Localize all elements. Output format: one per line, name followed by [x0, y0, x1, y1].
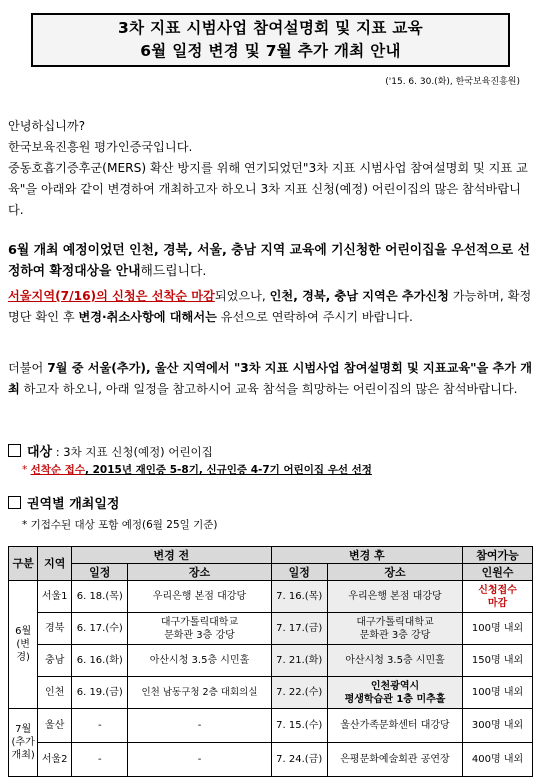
cell-after-date: 7. 21.(화) — [271, 645, 327, 677]
cell-region: 인천 — [38, 677, 72, 709]
cell-after-place: 은평문화예술회관 공연장 — [327, 743, 462, 777]
header-capacity-1: 참여가능 — [463, 547, 533, 564]
cell-before-place: 우리은행 본점 대강당 — [128, 581, 271, 613]
cell-after-date: 7. 15.(수) — [271, 709, 327, 743]
section-target-label: 대상 — [27, 445, 53, 460]
table-row — [9, 709, 533, 743]
checkbox-square-icon — [8, 496, 21, 509]
cell-before-date: 6. 16.(화) — [72, 645, 128, 677]
title-line-2: 6월 일정 변경 및 7월 추가 개최 안내 — [140, 42, 401, 60]
section-target-note-rest: , 2015년 재인증 5-8기, 신규인증 4-7기 어린이집 우선 선정 — [84, 464, 372, 476]
intro-body: 중동호흡기증후군(MERS) 확산 방지를 위해 연기되었던"3차 지표 시범사업 참여설명회 및 지표 교육"을 아래와 같이 변경하여 개최하고자 하오니 3차 지표 신청(예정) 어린이집의 많은 참석바랍니다. — [8, 161, 528, 217]
paragraph-3-bold-1: 인천, 경북, 충남 지역은 추가신청 — [269, 289, 449, 303]
paragraph-4-text-2: 하고자 하오니, 아래 일정을 참고하시어 교육 참석을 희망하는 어린이집의 많은 참석바랍니다. — [19, 382, 518, 396]
header-before-date: 일정 — [72, 564, 128, 581]
cell-capacity: 100명 내외 — [463, 677, 533, 709]
paragraph-3 — [8, 286, 533, 328]
section-schedule — [8, 496, 119, 514]
cell-before-place: 아산시청 3.5층 시민홀 — [128, 645, 271, 677]
seoul-closed-notice: 서울지역(7/16)의 신청은 선착순 마감 — [8, 289, 215, 303]
cell-capacity-closed: 신청접수 마감 — [463, 581, 533, 613]
paragraph-4-text-1: 더불어 — [8, 361, 48, 375]
table-row — [9, 581, 533, 613]
cell-before-date: 6. 18.(목) — [72, 581, 128, 613]
group-june: 6월 (변경) — [9, 581, 38, 709]
table-row — [9, 613, 533, 645]
cell-before-place: 인천 남동구청 2층 대회의실 — [128, 677, 271, 709]
first-come-label: 선착순 접수 — [30, 464, 85, 476]
cell-after-date: 7. 17.(금) — [271, 613, 327, 645]
cell-after-place: 대구가톨릭대학교 문화관 3층 강당 — [327, 613, 462, 645]
cell-capacity: 150명 내외 — [463, 645, 533, 677]
paragraph-2-tail: 해드립니다. — [140, 264, 207, 279]
cell-after-place: 인천광역시 평생학습관 1층 미추홀 — [327, 677, 462, 709]
paragraph-3-text-3: 유선으로 연락하여 주시기 바랍니다. — [216, 310, 413, 324]
section-target — [8, 443, 213, 462]
cell-capacity: 300명 내외 — [463, 709, 533, 743]
section-target-value: : 3차 지표 신청(예정) 어린이집 — [52, 445, 213, 459]
checkbox-square-icon — [8, 444, 21, 457]
cell-before-place: - — [128, 709, 271, 743]
cell-before-date: - — [72, 709, 128, 743]
cell-after-place: 울산가족문화센터 대강당 — [327, 709, 462, 743]
asterisk-icon: * — [22, 464, 31, 476]
section-target-note — [22, 462, 372, 478]
paragraph-3-text-1: 되었으나, — [214, 289, 270, 303]
paragraph-3-bold-2: 변경·취소사항에 대해서는 — [78, 310, 217, 324]
group-july: 7월 (추가 개최) — [9, 709, 38, 777]
cell-after-date: 7. 22.(수) — [271, 677, 327, 709]
cell-before-place: 대구가톨릭대학교 문화관 3층 강당 — [128, 613, 271, 645]
cell-after-date: 7. 24.(금) — [271, 743, 327, 777]
cell-before-date: 6. 17.(수) — [72, 613, 128, 645]
cell-region: 경북 — [38, 613, 72, 645]
table-row — [9, 677, 533, 709]
table-row — [9, 645, 533, 677]
cell-capacity: 100명 내외 — [463, 613, 533, 645]
cell-region: 서울2 — [38, 743, 72, 777]
date-line: ('15. 6. 30.(화), 한국보육진흥원) — [385, 77, 520, 87]
schedule-table — [8, 546, 533, 777]
cell-region: 충남 — [38, 645, 72, 677]
paragraph-4 — [8, 358, 533, 400]
paragraph-4-bold: 7월 중 서울(추가), 울산 지역에서 "3차 지표 시범사업 참여설명회 및 지표교육"을 추가 개최 — [8, 361, 533, 396]
paragraph-3-text-2: 가능하며, 확정명단 확인 후 — [8, 289, 532, 324]
title-box — [31, 13, 510, 67]
cell-after-place: 우리은행 본점 대강당 — [327, 581, 462, 613]
paragraph-2 — [8, 240, 533, 282]
cell-region: 서울1 — [38, 581, 72, 613]
cell-before-date: - — [72, 743, 128, 777]
table-row — [9, 743, 533, 777]
greeting: 안녕하십니까? — [8, 119, 86, 133]
cell-after-place: 아산시청 3.5층 시민홀 — [327, 645, 462, 677]
header-after-date: 일정 — [271, 564, 327, 581]
header-region: 지역 — [38, 547, 72, 581]
paragraph-2-bold: 6월 개최 예정이었던 인천, 경북, 서울, 충남 지역 교육에 기신청한 어린이집을 우선적으로 선정하여 확정대상을 안내 — [8, 243, 530, 279]
cell-before-date: 6. 19.(금) — [72, 677, 128, 709]
header-after-place: 장소 — [327, 564, 462, 581]
cell-capacity: 400명 내외 — [463, 743, 533, 777]
header-after: 변경 후 — [271, 547, 463, 564]
header-before-place: 장소 — [128, 564, 271, 581]
header-before: 변경 전 — [72, 547, 271, 564]
header-capacity-2: 인원수 — [463, 564, 533, 581]
header-group: 구분 — [9, 547, 38, 581]
title-line-1: 3차 지표 시범사업 참여설명회 및 지표 교육 — [118, 19, 423, 37]
section-schedule-label: 권역별 개최일정 — [27, 497, 120, 512]
cell-before-place: - — [128, 743, 271, 777]
org-intro: 한국보육진흥원 평가인증국입니다. — [8, 140, 193, 154]
section-schedule-note: * 기접수된 대상 포함 예정(6월 25일 기준) — [22, 519, 218, 531]
cell-after-date: 7. 16.(목) — [271, 581, 327, 613]
cell-region: 울산 — [38, 709, 72, 743]
